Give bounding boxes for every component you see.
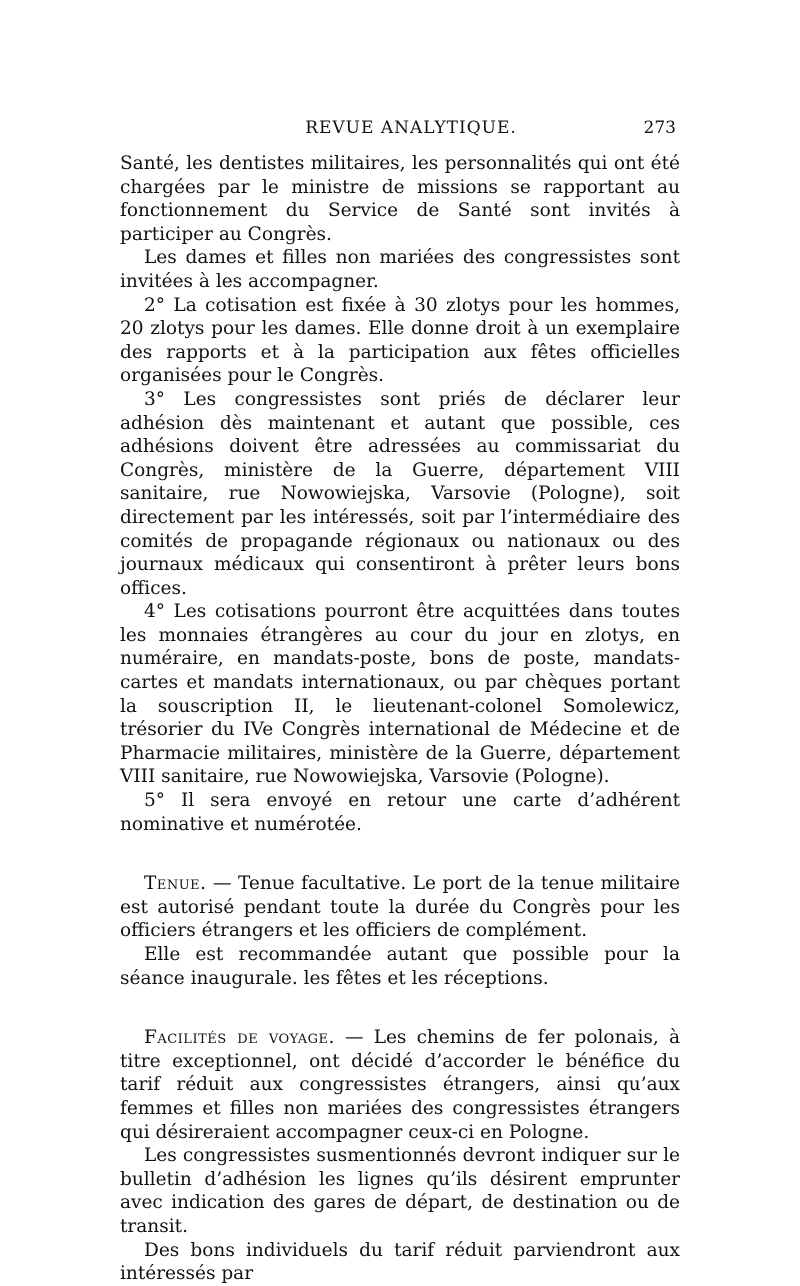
section-heading-facilites: Facilités de voyage. bbox=[144, 1027, 335, 1049]
page-number: 273 bbox=[643, 118, 676, 138]
section-heading-tenue: Tenue. bbox=[144, 873, 207, 895]
paragraph-bulletin: Les congressistes susmentionnés devront indiquer sur le bulletin d’adhésion les lignes qu’ils désirent emprunter avec indication des gares de départ, de destination ou de transit. bbox=[120, 1145, 680, 1237]
paragraph-continuation: Santé, les dentistes militaires, les personnalités qui ont été chargées par le ministre de missions se rapportant au fonctionnement du Service de Santé sont invités à participer au Congrès. bbox=[120, 153, 680, 245]
paragraph-item-4: 4° Les cotisations pourront être acquittées dans toutes les monnaies étrangères au cour du jour en zlotys, en numéraire, en mandats-poste, bons de poste, mandats-cartes et mandats internationaux, ou par chèques portant la souscription II, le lieutenant-colonel Somolewicz, trésorier du IVe Congrès international de Médecine et de Pharmacie militaires, ministère de la Guerre, département VIII sanitaire, rue Nowowiejska, Varsovie (Pologne). bbox=[120, 601, 680, 788]
running-title: REVUE ANALYTIQUE. bbox=[305, 118, 517, 138]
section-text-tenue: — Tenue facultative. Le port de la tenue militaire est autorisé pendant toute la durée du Congrès pour les officiers étrangers et les officiers de complément. bbox=[120, 873, 680, 942]
section-tenue bbox=[120, 872, 680, 943]
page-header bbox=[146, 118, 676, 148]
paragraph-item-5: 5° Il sera envoyé en retour une carte d’adhérent nominative et numérotée. bbox=[120, 790, 680, 835]
section-text-facilites: — Les chemins de fer polonais, à titre exceptionnel, ont décidé d’accorder le bénéfice du tarif réduit aux congressistes étrangers, ainsi qu’aux femmes et filles non mariées des congressistes étrangers qui désireraient accompagner ceux-ci en Pologne. bbox=[120, 1027, 680, 1143]
paragraph-item-3: 3° Les congressistes sont priés de déclarer leur adhésion dès maintenant et autant que possible, ces adhésions doivent être adressées au commissariat du Congrès, ministère de la Guerre, département VIII sanitaire, rue Nowowiejska, Varsovie (Pologne), soit directement par les intéressés, soit par l’intermédiaire des comités de propagande régionaux ou nationaux ou des journaux médicaux qui consentiront à prêter leurs bons offices. bbox=[120, 388, 680, 599]
paragraph-bons: Des bons individuels du tarif réduit parviendront aux intéressés par bbox=[120, 1239, 680, 1285]
page-body bbox=[120, 152, 680, 1286]
section-facilites bbox=[120, 1026, 680, 1144]
paragraph-item-2: 2° La cotisation est fixée à 30 zlotys pour les hommes, 20 zlotys pour les dames. Elle donne droit à un exemplaire des rapports et à la participation aux fêtes officielles organisées pour le Congrès. bbox=[120, 294, 680, 387]
paragraph-dames: Les dames et filles non mariées des congressistes sont invitées à les accompagner. bbox=[120, 247, 680, 292]
paragraph-tenue-recommandee: Elle est recommandée autant que possible pour la séance inaugurale. les fêtes et les réceptions. bbox=[120, 944, 680, 989]
